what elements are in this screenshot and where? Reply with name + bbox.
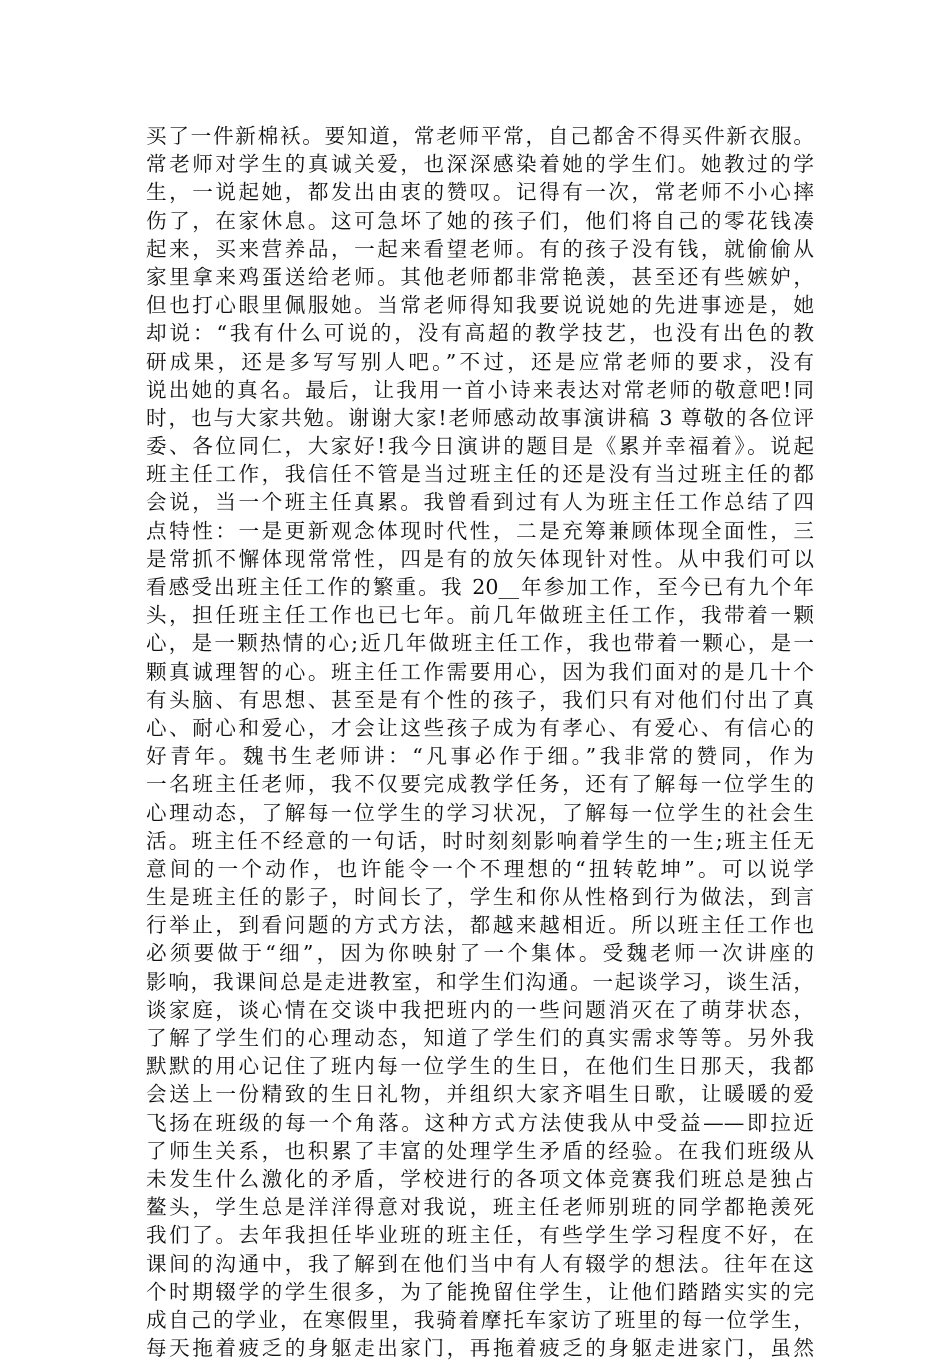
text-line: 意间的一个动作，也许能令一个不理想的“扭转乾坤”。可以说学: [146, 856, 814, 881]
text-line: 谈家庭，谈心情在交谈中我把班内的一些问题消灭在了萌芽状态，: [146, 997, 814, 1022]
text-line: 起来，买来营养品，一起来看望老师。有的孩子没有钱，就偷偷从: [146, 236, 814, 261]
text-line: 鳌头，学生总是洋洋得意对我说，班主任老师别班的同学都艳羡死: [146, 1195, 814, 1220]
text-line: 行举止，到看问题的方式方法，都越来越相近。所以班主任工作也: [146, 913, 814, 938]
text-line: 未发生什么激化的矛盾，学校进行的各项文体竞赛我们班总是独占: [146, 1166, 814, 1191]
text-line: 一名班主任老师，我不仅要完成教学任务，还有了解每一位学生的: [146, 772, 814, 797]
text-line: 好青年。魏书生老师讲：“凡事必作于细。”我非常的赞同，作为: [146, 744, 814, 769]
text-line: 心、耐心和爱心，才会让这些孩子成为有孝心、有爱心、有信心的: [146, 715, 814, 740]
text-line: 我们了。去年我担任毕业班的班主任，有些学生学习程度不好，在: [146, 1223, 814, 1248]
text-line: 个时期辍学的学生很多，为了能挽留住学生，让他们踏踏实实的完: [146, 1279, 814, 1304]
text-line: 有头脑、有思想、甚至是有个性的孩子，我们只有对他们付出了真: [146, 687, 814, 712]
text-line: 每天拖着疲乏的身躯走出家门，再拖着疲乏的身躯走进家门，虽然: [146, 1336, 814, 1361]
text-line: 成自己的学业，在寒假里，我骑着摩托车家访了班里的每一位学生，: [146, 1307, 814, 1332]
text-line: 是常抓不懈体现常常性，四是有的放矢体现针对性。从中我们可以: [146, 546, 814, 571]
text-line: 却说：“我有什么可说的，没有高超的教学技艺，也没有出色的教: [146, 321, 814, 346]
text-line: 委、各位同仁，大家好!我今日演讲的题目是《累并幸福着》。说起: [146, 434, 814, 459]
text-line: 默默的用心记住了班内每一位学生的生日，在他们生日那天，我都: [146, 1054, 814, 1079]
text-line: 头，担任班主任工作也已七年。前几年做班主任工作，我带着一颗: [146, 603, 814, 628]
text-line: 颗真诚理智的心。班主任工作需要用心，因为我们面对的是几十个: [146, 659, 814, 684]
text-line: 点特性：一是更新观念体现时代性，二是充筹兼顾体现全面性，三: [146, 518, 814, 543]
text-line: 时，也与大家共勉。谢谢大家!老师感动故事演讲稿 3 尊敬的各位评: [146, 405, 814, 430]
text-line: 了师生关系，也积累了丰富的处理学生矛盾的经验。在我们班级从: [146, 1138, 814, 1163]
text-line: 必须要做于“细”，因为你映射了一个集体。受魏老师一次讲座的: [146, 941, 814, 966]
text-line: 家里拿来鸡蛋送给老师。其他老师都非常艳羡，甚至还有些嫉妒，: [146, 264, 814, 289]
text-line: 但也打心眼里佩服她。当常老师得知我要说说她的先进事迹是，她: [146, 293, 814, 318]
text-line: 飞扬在班级的每一个角落。这种方式方法使我从中受益——即拉近: [146, 1110, 814, 1135]
text-line: 说出她的真名。最后，让我用一首小诗来表达对常老师的敬意吧!同: [146, 377, 814, 402]
text-line: 了解了学生们的心理动态，知道了学生们的真实需求等等。另外我: [146, 1026, 814, 1050]
text-line: 会说，当一个班主任真累。我曾看到过有人为班主任工作总结了四: [146, 490, 814, 515]
text-line: 生，一说起她，都发出由衷的赞叹。记得有一次，常老师不小心摔: [146, 180, 814, 205]
text-line: 班主任工作，我信任不管是当过班主任的还是没有当过班主任的都: [146, 462, 814, 487]
text-line: 看感受出班主任工作的繁重。我 20__年参加工作，至今已有九个年: [146, 575, 814, 599]
text-line: 心理动态，了解每一位学生的学习状况，了解每一位学生的社会生: [146, 800, 814, 825]
body-text: [146, 122, 814, 1362]
text-line: 买了一件新棉袄。要知道，常老师平常，自己都舍不得买件新衣服。: [146, 124, 814, 148]
text-line: 影响，我课间总是走进教室，和学生们沟通。一起谈学习，谈生活，: [146, 969, 814, 994]
text-line: 研成果，还是多写写别人吧。”不过，还是应常老师的要求，没有: [146, 349, 814, 374]
text-line: 心，是一颗热情的心;近几年做班主任工作，我也带着一颗心，是一: [146, 631, 814, 656]
text-line: 常老师对学生的真诚关爱，也深深感染着她的学生们。她教过的学: [146, 152, 814, 177]
text-line: 活。班主任不经意的一句话，时时刻刻影响着学生的一生;班主任无: [146, 828, 814, 853]
text-line: 会送上一份精致的生日礼物，并组织大家齐唱生日歌，让暖暖的爱: [146, 1082, 814, 1107]
text-line: 课间的沟通中，我了解到在他们当中有人有辍学的想法。往年在这: [146, 1251, 814, 1276]
text-line: 伤了，在家休息。这可急坏了她的孩子们，他们将自己的零花钱凑: [146, 208, 814, 233]
text-line: 生是班主任的影子，时间长了，学生和你从性格到行为做法，到言: [146, 885, 814, 910]
